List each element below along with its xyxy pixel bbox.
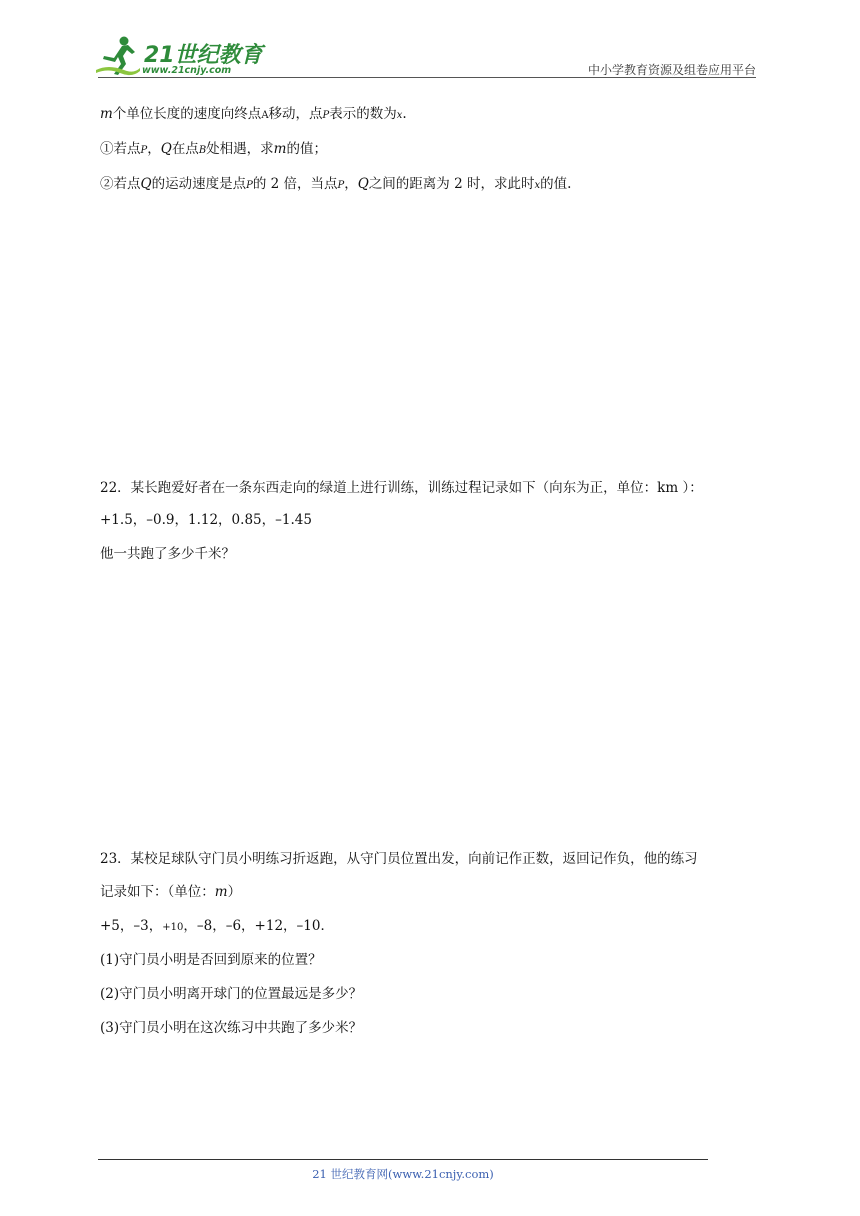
q23-sub-question-2: (2)守门员小明离开球门的位置最远是多少？ [100,986,363,1002]
q21-part-2: ②若点Q的运动速度是点P的 2 倍，当点P，Q之间的距离为 2 时，求此时x的值. [100,176,572,192]
page-header [0,0,860,80]
q23-values: +5，–3，+10，–8，–6，+12，–10． [100,918,334,934]
logo-title: 21世纪教育 [144,43,263,68]
q23-stem-line-1: 23．某校足球队守门员小明练习折返跑，从守门员位置出发，向前记作正数，返回记作负，他的练习 [100,851,698,867]
footer-link[interactable]: 21 世纪教育网(www.21cnjy.com) [312,1167,494,1181]
q22-stem: 22．某长跑爱好者在一条东西走向的绿道上进行训练，训练过程记录如下（向东为正，单位：km ）： [100,480,703,496]
q23-sub-question-3: (3)守门员小明在这次练习中共跑了多少米？ [100,1020,363,1036]
q21-part-1: ①若点P，Q在点B处相遇，求m的值； [100,141,327,157]
q21-line-1: m个单位长度的速度向终点A移动，点P表示的数为x. [100,106,407,122]
header-divider [98,77,756,78]
site-logo [94,34,264,78]
runner-logo-icon [94,34,142,78]
logo-url: www.21cnjy.com [142,65,232,76]
q22-values: +1.5，–0.9，1.12，0.85，–1.45 [100,512,312,528]
platform-name: 中小学教育资源及组卷应用平台 [587,63,756,77]
q23-stem-line-2: 记录如下：（单位：m） [100,884,242,900]
q22-question: 他一共跑了多少千米？ [100,546,235,562]
q23-sub-question-1: (1)守门员小明是否回到原来的位置？ [100,952,322,968]
footer-divider [98,1159,708,1160]
